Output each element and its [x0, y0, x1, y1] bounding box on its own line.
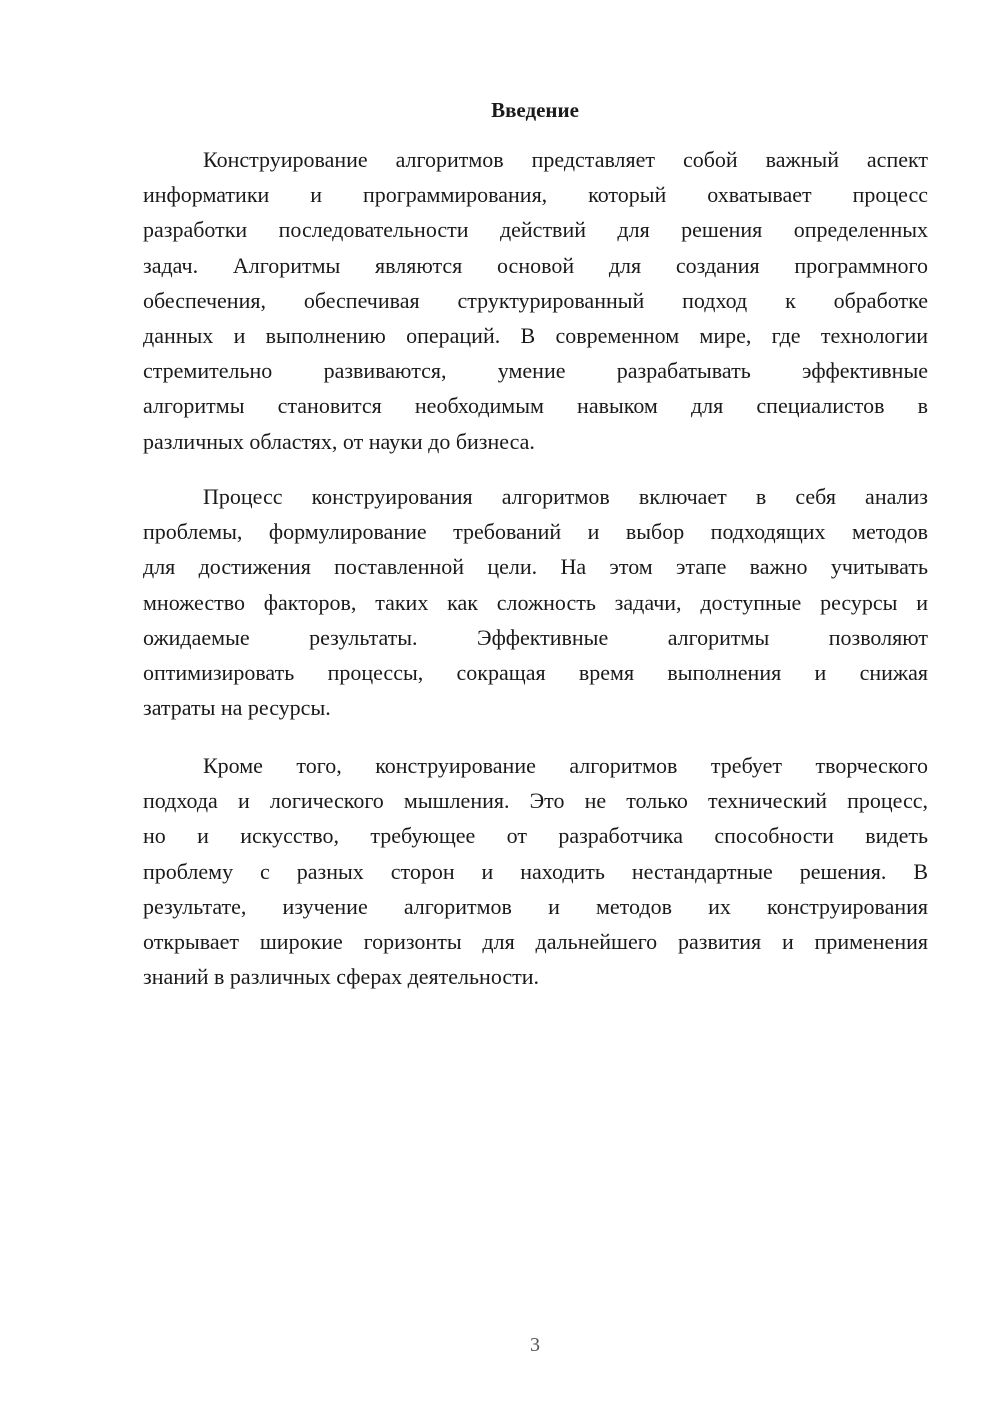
- text-line: затраты на ресурсы.: [143, 695, 331, 721]
- text-line: оптимизировать процессы, сокращая время выполнения и снижая: [143, 660, 928, 686]
- text-line: результате, изучение алгоритмов и методов их конструирования: [143, 893, 928, 919]
- text-line: Процесс конструирования алгоритмов включает в себя анализ: [203, 484, 928, 509]
- page-number: 3: [530, 1334, 540, 1356]
- paragraph-1: [143, 142, 928, 459]
- text-line: множество факторов, таких как сложность задачи, доступные ресурсы и: [143, 589, 928, 615]
- text-line: разработки последовательности действий для решения определенных: [143, 217, 928, 243]
- text-line: различных областях, от науки до бизнеса.: [143, 428, 535, 454]
- text-line: данных и выполнению операций. В современном мире, где технологии: [143, 323, 928, 349]
- text-line: Кроме того, конструирование алгоритмов требует творческого: [203, 753, 928, 778]
- text-line: открывает широкие горизонты для дальнейшего развития и применения: [143, 929, 928, 955]
- section-title: Введение: [491, 98, 579, 122]
- text-line: для достижения поставленной цели. На этом этапе важно учитывать: [143, 554, 928, 580]
- text-line: обеспечения, обеспечивая структурированный подход к обработке: [143, 287, 928, 313]
- paragraph-3: [143, 748, 928, 994]
- text-line: проблемы, формулирование требований и выбор подходящих методов: [143, 519, 928, 545]
- text-line: знаний в различных сферах деятельности.: [143, 964, 540, 990]
- text-line: задач. Алгоритмы являются основой для создания программного: [143, 252, 928, 278]
- text-line: стремительно развиваются, умение разрабатывать эффективные: [143, 358, 928, 384]
- text-line: подхода и логического мышления. Это не только технический процесс,: [143, 788, 928, 814]
- text-line: ожидаемые результаты. Эффективные алгоритмы позволяют: [143, 624, 928, 650]
- text-line: проблему с разных сторон и находить нестандартные решения. В: [143, 858, 928, 884]
- paragraph-2: [143, 479, 928, 725]
- text-line: Конструирование алгоритмов представляет собой важный аспект: [203, 147, 928, 172]
- text-line: алгоритмы становится необходимым навыком для специалистов в: [143, 393, 928, 419]
- text-line: но и искусство, требующее от разработчика способности видеть: [143, 823, 928, 849]
- text-line: информатики и программирования, который охватывает процесс: [143, 182, 928, 208]
